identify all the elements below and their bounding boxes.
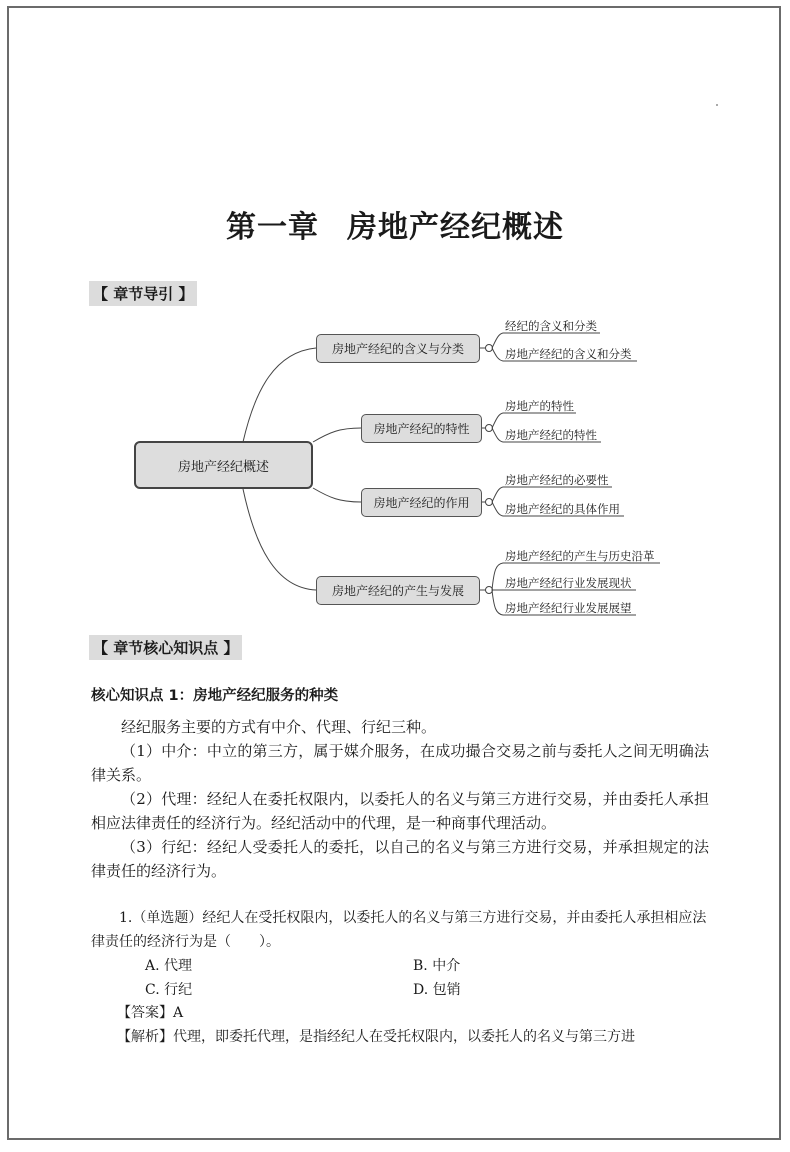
analysis: 【解析】代理，即委托代理，是指经纪人在受托权限内，以委托人的名义与第三方进 — [117, 1029, 635, 1045]
option-c: C. 行纪 — [145, 982, 193, 998]
core-point-heading: 核心知识点 1：房地产经纪服务的种类 — [91, 688, 339, 704]
core-intro: 经纪服务主要的方式有中介、代理、行纪三种。 — [121, 718, 437, 736]
question-stem: 1.（单选题）经纪人在受托权限内，以委托人的名义与第三方进行交易，并由委托人承担相应法律责任的经济行为是（ ）。 — [91, 910, 707, 950]
mindmap-branch-development: 房地产经纪的产生与发展 — [316, 576, 480, 605]
mindmap-leaf: 房地产经纪的特性 — [505, 428, 597, 442]
core-item-intermediary: （1）中介：中立的第三方，属于媒介服务，在成功撮合交易之前与委托人之间无明确法律关系。 — [91, 742, 709, 784]
chapter-name: 房地产经纪概述 — [347, 210, 564, 245]
option-b: B. 中介 — [413, 958, 461, 974]
core-item-agency: （2）代理：经纪人在委托权限内，以委托人的名义与第三方进行交易，并由委托人承担相应法律责任的经济行为。经纪活动中的代理，是一种商事代理活动。 — [91, 790, 709, 832]
mindmap-leaf: 经纪的含义和分类 — [505, 319, 597, 333]
mindmap-branch-meaning: 房地产经纪的含义与分类 — [316, 334, 480, 363]
mindmap-leaf: 房地产经纪的具体作用 — [505, 502, 620, 516]
mindmap-leaf: 房地产经纪的产生与历史沿革 — [505, 549, 655, 563]
chapter-number: 第一章 — [226, 210, 319, 245]
mindmap-leaf: 房地产经纪的必要性 — [505, 473, 609, 487]
section-label-guide: 【 章节导引 】 — [89, 281, 197, 306]
answer: 【答案】A — [117, 1005, 184, 1021]
core-item-commission: （3）行纪：经纪人受委托人的委托，以自己的名义与第三方进行交易，并承担规定的法律责任的经济行为。 — [91, 838, 709, 880]
option-d: D. 包销 — [413, 982, 461, 998]
mindmap-branch-role: 房地产经纪的作用 — [361, 488, 482, 517]
mindmap-branch-characteristics: 房地产经纪的特性 — [361, 414, 482, 443]
option-a: A. 代理 — [145, 958, 193, 974]
mindmap-root: 房地产经纪概述 — [134, 441, 313, 489]
section-label-core: 【 章节核心知识点 】 — [89, 635, 242, 660]
mindmap-leaf: 房地产经纪的含义和分类 — [505, 347, 632, 361]
mindmap-leaf: 房地产的特性 — [505, 399, 574, 413]
mindmap-leaf: 房地产经纪行业发展现状 — [505, 576, 632, 590]
mindmap-leaf: 房地产经纪行业发展展望 — [505, 601, 632, 615]
